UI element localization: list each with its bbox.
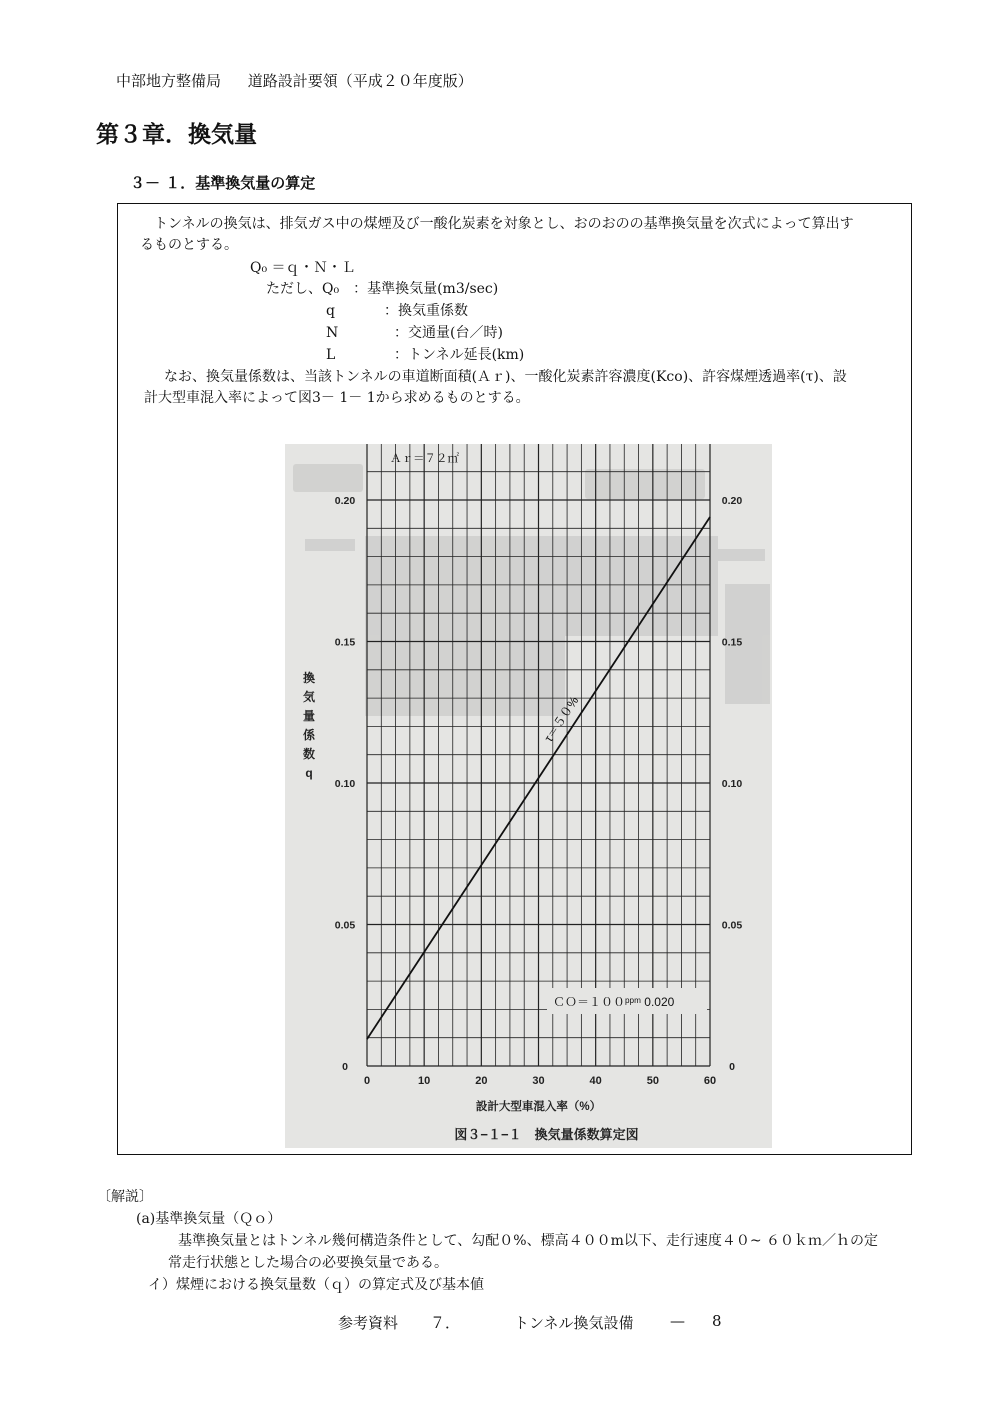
- x-axis-label: 設計大型車混入率（%）: [475, 1101, 602, 1113]
- y-tick-label-left: 0.05: [334, 919, 356, 932]
- para2-line2: 計大型車混入率によって図3－ 1－ 1から求めるものとする。: [144, 390, 530, 406]
- kaisetsu-a-title: (a)基準換気量（Ｑｏ）: [136, 1211, 282, 1227]
- definition-q0: ただし、Q₀ ：基準換気量(m3/sec): [266, 281, 499, 297]
- section-title: ３－ １．基準換気量の算定: [130, 174, 316, 192]
- para1-line2: るものとする。: [140, 237, 238, 253]
- scan-mark: [553, 536, 718, 636]
- definition-l-symbol: L: [326, 347, 336, 363]
- annotation-area: Ａｒ＝７２㎡: [390, 453, 459, 465]
- kaisetsu-label: 〔解説〕: [97, 1189, 153, 1205]
- footer-title: トンネル換気設備: [514, 1314, 634, 1332]
- footer-dash: —: [670, 1312, 685, 1330]
- scan-mark: [585, 469, 705, 499]
- chart-svg: [285, 444, 772, 1148]
- y-tick-label-left: 0.10: [334, 778, 356, 790]
- y-tick-label-left: 0.20: [334, 495, 356, 507]
- x-tick-label: 0: [363, 1075, 371, 1087]
- x-tick-label: 10: [418, 1075, 431, 1087]
- x-tick-label: 60: [703, 1075, 717, 1087]
- scan-mark: [365, 536, 565, 716]
- kaisetsu-a-line2: 常走行状態とした場合の必要換気量である。: [168, 1255, 448, 1271]
- para1-line1: トンネルの換気は、排気ガス中の煤煙及び一酸化炭素を対象とし、おのおのの基準換気量を次式によって算出す: [154, 216, 854, 232]
- figure-caption: 図３−１−１ 換気量係数算定図: [454, 1127, 639, 1142]
- formula: Q₀ ＝ｑ・Ｎ・Ｌ: [250, 260, 356, 276]
- y-axis-label-char: 量: [302, 709, 316, 723]
- scan-mark: [293, 464, 363, 492]
- header-doc: 道路設計要領（平成２０年度版）: [247, 72, 473, 90]
- y-tick-label-left: 0: [342, 1061, 348, 1073]
- footer-num: ７．: [430, 1314, 461, 1332]
- header-org: 中部地方整備局: [116, 72, 222, 90]
- ventilation-coefficient-chart: [285, 444, 772, 1148]
- definition-n-symbol: N: [326, 325, 339, 341]
- y-tick-label-right: 0.15: [721, 636, 743, 649]
- chapter-title: 第３章．換気量: [96, 121, 257, 148]
- para2-line1: なお、換気量係数は、当該トンネルの車道断面積(Ａｒ)、一酸化炭素許容濃度(Kco)、許容煤煙透過率(τ)、設: [164, 369, 847, 385]
- y-axis-label-char: 換: [302, 671, 316, 685]
- definition-l-desc: ：トンネル延長(km): [394, 347, 525, 363]
- footer-page: 8: [712, 1312, 722, 1330]
- x-tick-label: 20: [475, 1075, 488, 1087]
- x-tick-label: 50: [646, 1075, 659, 1087]
- kaisetsu-i-title: イ）煤煙における換気量数（ｑ）の算定式及び基本値: [148, 1277, 484, 1293]
- y-axis-label-char: 係: [302, 728, 316, 742]
- page-header: [116, 70, 473, 91]
- definition-n-desc: ：交通量(台／時): [394, 325, 503, 341]
- definition-q-symbol: q: [326, 303, 335, 319]
- definition-q-desc: ：換気重係数: [384, 303, 468, 319]
- y-axis-label-char: 気: [302, 690, 316, 704]
- y-axis-label-char: 数: [302, 747, 316, 761]
- x-tick-label: 30: [532, 1075, 545, 1087]
- y-tick-label-right: 0.05: [721, 919, 743, 932]
- y-tick-label-right: 0: [729, 1061, 735, 1073]
- y-tick-label-right: 0.20: [721, 495, 743, 507]
- x-tick-label: 40: [589, 1075, 602, 1087]
- annotation-co: ＣＯ＝１００ᵖᵖᵐ 0.020: [553, 995, 675, 1009]
- y-axis-label-char: q: [305, 766, 313, 780]
- y-tick-label-left: 0.15: [334, 636, 356, 649]
- y-tick-label-right: 0.10: [721, 778, 743, 790]
- scan-mark: [305, 539, 355, 551]
- scan-background-marks: [293, 464, 770, 716]
- kaisetsu-a-line1: 基準換気量とはトンネル幾何構造条件として、勾配０%、標高４００m以下、走行速度４０~ ６０ｋｍ／ｈの定: [178, 1233, 879, 1249]
- footer-ref: 参考資料: [338, 1314, 399, 1332]
- annotation-tau: τ＝５０%: [541, 693, 582, 745]
